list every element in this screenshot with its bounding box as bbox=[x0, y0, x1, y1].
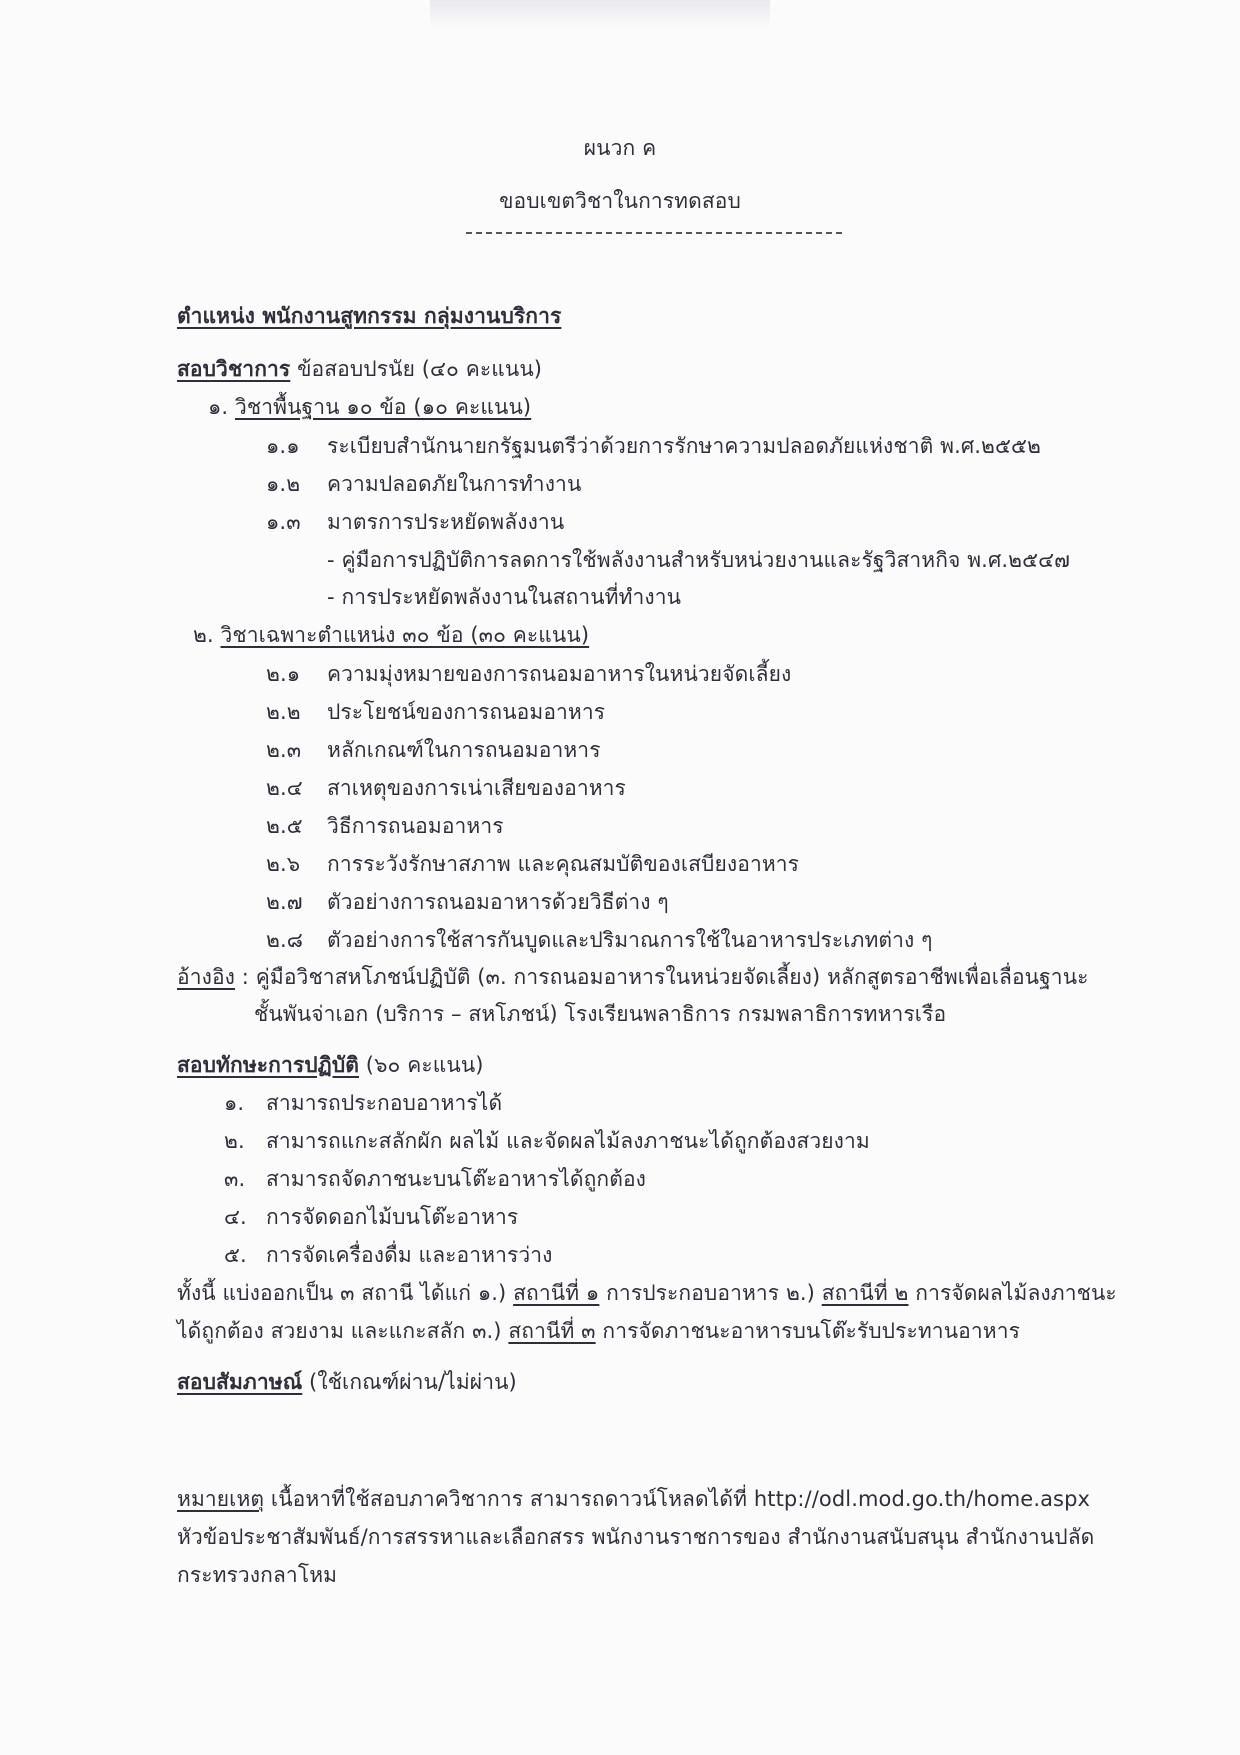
general-item-num: ๑.๑ bbox=[266, 434, 300, 458]
specific-item-text: ความมุ่งหมายของการถนอมอาหารในหน่วยจัดเลี้ยง bbox=[327, 662, 792, 686]
interview-heading: สอบสัมภาษณ์ bbox=[177, 1370, 303, 1394]
stations-text: การประกอบอาหาร ๒.) bbox=[599, 1281, 822, 1305]
specific-subject-line bbox=[193, 620, 589, 650]
practical-heading: สอบทักษะการปฏิบัติ bbox=[177, 1053, 360, 1077]
reference-label: อ้างอิง bbox=[177, 965, 236, 989]
specific-item-num: ๒.๓ bbox=[266, 738, 302, 762]
general-item-text: มาตรการประหยัดพลังงาน bbox=[327, 510, 565, 534]
practical-item-num: ๔. bbox=[224, 1205, 247, 1229]
stations-text: ได้ถูกต้อง สวยงาม และแกะสลัก ๓.) bbox=[177, 1319, 509, 1343]
academic-heading-rest: ข้อสอบปรนัย (๔๐ คะแนน) bbox=[290, 357, 543, 381]
specific-item-text: วิธีการถนอมอาหาร bbox=[327, 814, 504, 838]
specific-item-text: หลักเกณฑ์ในการถนอมอาหาร bbox=[327, 738, 601, 762]
general-subject-num: ๑. bbox=[208, 395, 229, 419]
stations-line bbox=[177, 1316, 1020, 1346]
note-text: เนื้อหาที่ใช้สอบภาควิชาการ สามารถดาวน์โหลดได้ที่ http://odl.mod.go.th/home.aspx bbox=[264, 1487, 1091, 1511]
practical-item-text: สามารถแกะสลักผัก ผลไม้ และจัดผลไม้ลงภาชนะได้ถูกต้องสวยงาม bbox=[266, 1129, 870, 1153]
general-subject-title: วิชาพื้นฐาน ๑๐ ข้อ (๑๐ คะแนน) bbox=[235, 395, 532, 419]
specific-item-num: ๒.๗ bbox=[266, 890, 303, 914]
reference-text: : คู่มือวิชาสหโภชน์ปฏิบัติ (๓. การถนอมอาหารในหน่วยจัดเลี้ยง) หลักสูตรอาชีพเพื่อเลื่อนฐานะ bbox=[235, 965, 1089, 989]
practical-item-num: ๒. bbox=[224, 1129, 245, 1153]
specific-subject-num: ๒. bbox=[193, 623, 214, 647]
note-line bbox=[177, 1484, 1090, 1514]
specific-item-text: สาเหตุของการเน่าเสียของอาหาร bbox=[327, 776, 626, 800]
title-separator bbox=[466, 232, 842, 234]
interview-heading-rest: (ใช้เกณฑ์ผ่าน/ไม่ผ่าน) bbox=[302, 1370, 517, 1394]
general-item-text: ระเบียบสำนักนายกรัฐมนตรีว่าด้วยการรักษาความปลอดภัยแห่งชาติ พ.ศ.๒๕๕๒ bbox=[327, 434, 1041, 458]
specific-item-num: ๒.๑ bbox=[266, 662, 301, 686]
station-label: สถานีที่ ๑ bbox=[513, 1281, 600, 1305]
specific-item-num: ๒.๔ bbox=[266, 776, 303, 800]
stations-text: การจัดผลไม้ลงภาชนะ bbox=[908, 1281, 1117, 1305]
specific-item-text: ประโยชน์ของการถนอมอาหาร bbox=[327, 700, 606, 724]
station-label: สถานีที่ ๒ bbox=[821, 1281, 909, 1305]
specific-subject-title: วิชาเฉพาะตำแหน่ง ๓๐ ข้อ (๓๐ คะแนน) bbox=[220, 623, 590, 647]
practical-item-num: ๕. bbox=[224, 1243, 247, 1267]
position-label: ตำแหน่ง พนักงานสูทกรรม กลุ่มงานบริการ bbox=[177, 304, 562, 328]
stations-line bbox=[177, 1278, 1117, 1308]
general-item-num: ๑.๓ bbox=[266, 510, 301, 534]
reference-text-continued: ชั้นพันจ่าเอก (บริการ – สหโภชน์) โรงเรียนพลาธิการ กรมพลาธิการทหารเรือ bbox=[254, 1002, 947, 1026]
page-subtitle: ขอบเขตวิชาในการทดสอบ bbox=[499, 189, 741, 213]
general-item-text: ความปลอดภัยในการทำงาน bbox=[327, 472, 582, 496]
specific-item-num: ๒.๒ bbox=[266, 700, 301, 724]
interview-line bbox=[177, 1367, 517, 1397]
page-title: ผนวก ค bbox=[583, 136, 657, 160]
general-item-num: ๑.๒ bbox=[266, 472, 301, 496]
specific-item-num: ๒.๕ bbox=[266, 814, 303, 838]
specific-item-num: ๒.๖ bbox=[266, 852, 301, 876]
general-subitem: - คู่มือการปฏิบัติการลดการใช้พลังงานสำหรับหน่วยงานและรัฐวิสาหกิจ พ.ศ.๒๕๔๗ bbox=[327, 548, 1070, 572]
scan-smudge bbox=[430, 0, 770, 28]
practical-item-num: ๓. bbox=[224, 1167, 246, 1191]
practical-item-text: สามารถจัดภาชนะบนโต๊ะอาหารได้ถูกต้อง bbox=[266, 1167, 647, 1191]
reference-line bbox=[177, 962, 1089, 992]
specific-item-text: การระวังรักษาสภาพ และคุณสมบัติของเสบียงอาหาร bbox=[327, 852, 800, 876]
note-text-continued: หัวข้อประชาสัมพันธ์/การสรรหาและเลือกสรร พนักงานราชการของ สำนักงานสนับสนุน สำนักงานปลัด bbox=[177, 1525, 1095, 1549]
practical-heading-rest: (๖๐ คะแนน) bbox=[359, 1053, 484, 1077]
academic-heading-line bbox=[177, 354, 542, 384]
station-label: สถานีที่ ๓ bbox=[508, 1319, 596, 1343]
practical-item-text: สามารถประกอบอาหารได้ bbox=[266, 1091, 503, 1115]
practical-item-text: การจัดดอกไม้บนโต๊ะอาหาร bbox=[266, 1205, 519, 1229]
practical-item-text: การจัดเครื่องดื่ม และอาหารว่าง bbox=[266, 1243, 553, 1267]
specific-item-num: ๒.๘ bbox=[266, 928, 304, 952]
practical-heading-line bbox=[177, 1050, 484, 1080]
general-subject-line bbox=[208, 392, 531, 422]
stations-text: ทั้งนี้ แบ่งออกเป็น ๓ สถานี ได้แก่ ๑.) bbox=[177, 1281, 514, 1305]
specific-item-text: ตัวอย่างการถนอมอาหารด้วยวิธีต่าง ๆ bbox=[327, 890, 669, 914]
note-label: หมายเหตุ bbox=[177, 1487, 265, 1511]
practical-item-num: ๑. bbox=[224, 1091, 245, 1115]
academic-heading: สอบวิชาการ bbox=[177, 357, 291, 381]
note-text-continued: กระทรวงกลาโหม bbox=[177, 1563, 338, 1587]
general-subitem: - การประหยัดพลังงานในสถานที่ทำงาน bbox=[327, 585, 682, 609]
specific-item-text: ตัวอย่างการใช้สารกันบูดและปริมาณการใช้ในอาหารประเภทต่าง ๆ bbox=[327, 928, 933, 952]
stations-text: การจัดภาชนะอาหารบนโต๊ะรับประทานอาหาร bbox=[595, 1319, 1020, 1343]
